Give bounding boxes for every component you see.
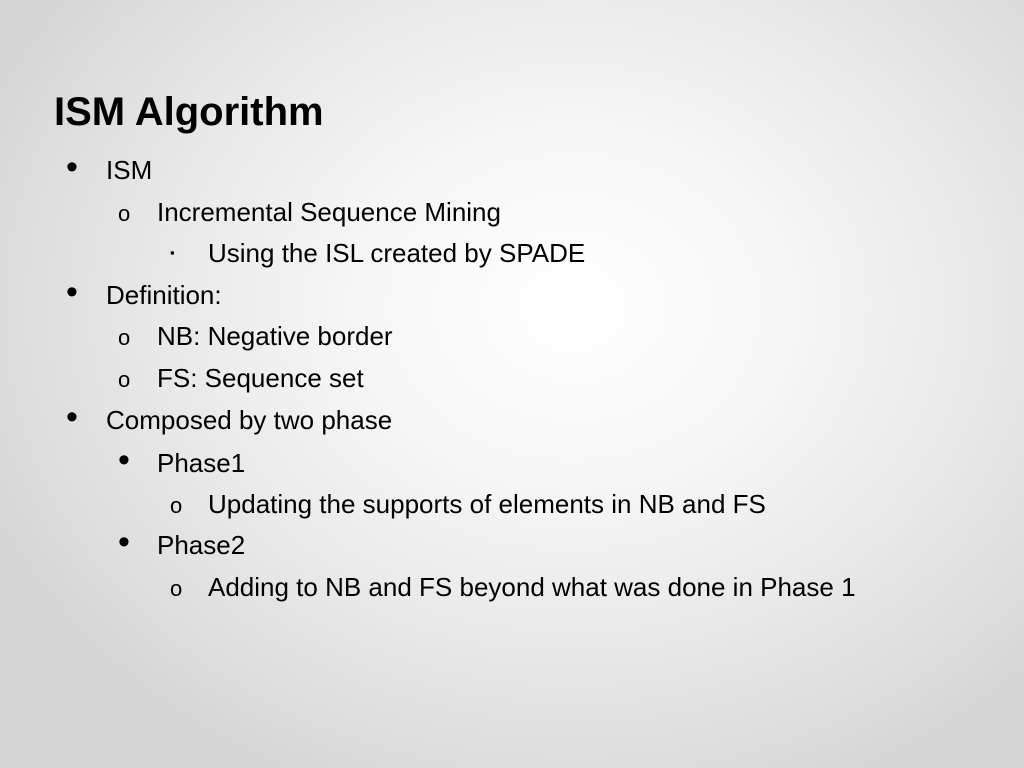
bullet-text: Incremental Sequence Mining [157,197,501,227]
slide-title: ISM Algorithm [54,90,324,134]
bullet-text: ISM [106,155,153,185]
bullet-dot-marker: • [66,148,78,186]
bullet-text: Phase2 [157,530,246,560]
bullet-text: Definition: [106,280,222,310]
bullet-dot-marker: • [66,398,78,436]
bullet-text: NB: Negative border [157,321,393,351]
bullet-dot-marker: • [118,441,130,479]
bullet-text: Composed by two phase [106,405,393,435]
bullet-text: Phase1 [157,448,246,478]
bullet-text: Adding to NB and FS beyond what was done in Phase 1 [208,572,856,602]
bullet-circle-marker: o [170,576,183,601]
bullet-square-marker: ▪ [170,245,175,260]
bullet-circle-marker: o [118,325,131,350]
bullet-text: Updating the supports of elements in NB and FS [208,489,766,519]
bullet-dot-marker: • [118,523,130,561]
bullet-circle-marker: o [118,201,131,226]
bullet-circle-marker: o [118,367,131,392]
bullet-text: FS: Sequence set [157,363,364,393]
bullet-circle-marker: o [170,493,183,518]
bullet-dot-marker: • [66,273,78,311]
bullet-text: Using the ISL created by SPADE [208,238,586,268]
